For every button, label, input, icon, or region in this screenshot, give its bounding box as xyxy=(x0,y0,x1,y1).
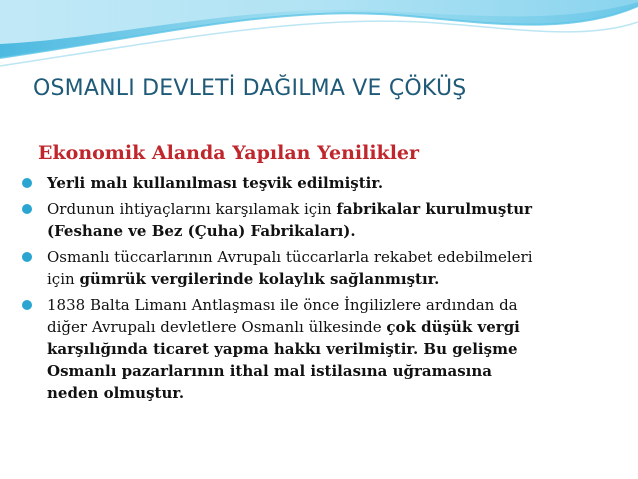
bullet-list xyxy=(22,172,602,408)
bullet-line xyxy=(47,268,602,290)
bullet-dot-icon xyxy=(22,178,32,188)
bold-text: fabrikalar kurulmuştur xyxy=(336,200,533,218)
bullet-line xyxy=(47,382,602,404)
text: için xyxy=(47,270,80,288)
slide-title: OSMANLI DEVLETİ DAĞILMA VE ÇÖKÜŞ xyxy=(33,76,467,101)
text: Osmanlı tüccarlarının Avrupalı tüccarlarla rekabet edebilmeleri xyxy=(47,248,533,266)
bullet-item xyxy=(22,246,602,290)
bold-text: çok düşük vergi xyxy=(386,318,520,336)
bullet-dot-icon xyxy=(22,204,32,214)
text: 1838 Balta Limanı Antlaşması ile önce İngilizlere ardından da xyxy=(47,296,518,314)
bullet-dot-icon xyxy=(22,252,32,262)
bullet-line xyxy=(47,294,602,316)
bold-text: karşılığında ticaret yapma hakkı verilmiştir. Bu gelişme xyxy=(47,340,518,358)
bold-text: neden olmuştur. xyxy=(47,384,185,402)
section-heading: Ekonomik Alanda Yapılan Yenilikler xyxy=(38,142,420,164)
bullet-line xyxy=(47,338,602,360)
bullet-item xyxy=(22,198,602,242)
text: Ordunun ihtiyaçlarını karşılamak için xyxy=(47,200,337,218)
bold-text: Yerli malı kullanılması teşvik edilmiştir. xyxy=(47,174,384,192)
bullet-item xyxy=(22,294,602,404)
bold-text: gümrük vergilerinde kolaylık sağlanmıştır. xyxy=(79,270,440,288)
bullet-line xyxy=(47,360,602,382)
bold-text: Osmanlı pazarlarının ithal mal istilasına uğramasına xyxy=(47,362,492,380)
bullet-line xyxy=(47,316,602,338)
text: diğer Avrupalı devletlere Osmanlı ülkesinde xyxy=(47,318,387,336)
bullet-item xyxy=(22,172,602,194)
bullet-dot-icon xyxy=(22,300,32,310)
bullet-line xyxy=(47,220,602,242)
bullet-line xyxy=(47,172,602,194)
decorative-wave-header xyxy=(0,0,638,80)
bullet-line xyxy=(47,198,602,220)
bullet-line xyxy=(47,246,602,268)
bold-text: (Feshane ve Bez (Çuha) Fabrikaları). xyxy=(47,222,356,240)
